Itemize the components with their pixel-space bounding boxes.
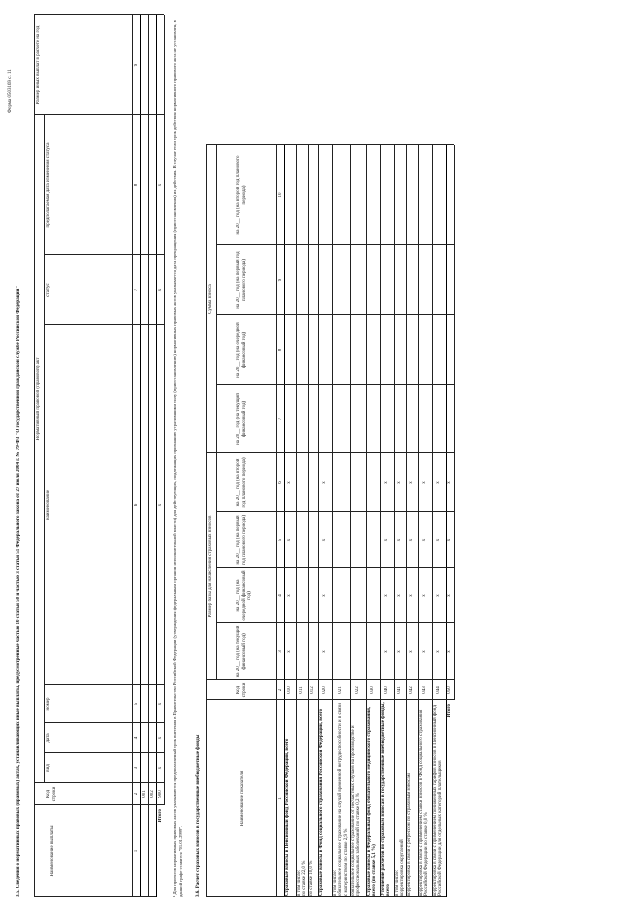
cell	[422, 316, 428, 384]
cell	[299, 513, 305, 567]
row-name: обязательное социальное страхование от несчастных случаев на производстве и профессиональных заболеваний по ставке 0,2 %	[350, 724, 361, 896]
header-name: Наименование показателя	[240, 770, 245, 827]
row-code: 011	[299, 686, 304, 694]
cell: x	[447, 594, 452, 597]
cell: x	[422, 594, 427, 597]
cell	[355, 386, 361, 452]
header-period: на 20__ год (на текущий финансовый год)	[236, 393, 247, 445]
cell	[310, 569, 316, 622]
grid-line	[216, 384, 454, 385]
row-code: 040	[384, 686, 389, 694]
grid-line	[216, 511, 454, 512]
cell: x	[287, 650, 292, 653]
cell: x	[436, 481, 441, 484]
cell: x	[157, 702, 163, 706]
cell	[150, 326, 156, 684]
row-name: корректировка в связи с применением пониженных тарифов взносов в Пенсионный фонд Российской Федерации для отдельных категорий плательщиков	[432, 703, 443, 896]
grid-line	[276, 145, 277, 897]
cell	[150, 116, 156, 254]
row-name: в том числе: корректировка округлений	[394, 839, 405, 896]
grid-line	[206, 145, 207, 897]
cell	[370, 569, 376, 622]
column-number: 3	[133, 766, 139, 770]
grid-line	[44, 684, 164, 685]
row-name: в том числе: по ставке 22,0 %	[296, 860, 307, 896]
cell	[436, 246, 442, 314]
cell	[310, 454, 316, 511]
header-size: Размер иных выплат в расчете на год	[36, 25, 41, 105]
cell	[150, 754, 156, 782]
header-base: Размер базы для начисления страховых взносов	[208, 515, 213, 618]
grid-line	[206, 452, 454, 453]
cell	[322, 316, 328, 384]
row-name: корректировка в связи с применением ставки взносов в Фонд социального страхования Российской Федерации по ставке 0,0 %	[418, 708, 429, 896]
cell	[338, 569, 344, 622]
cell	[310, 146, 316, 244]
column-number: 1	[277, 797, 283, 800]
column-number: 9	[133, 63, 139, 67]
column-number: 6	[133, 503, 139, 507]
cell	[436, 316, 442, 384]
header-period: на 20__ год (на первый год планового периода)	[236, 251, 247, 309]
column-number: 7	[277, 417, 283, 421]
cell	[355, 454, 361, 511]
column-number: 8	[133, 183, 139, 187]
cell	[409, 316, 415, 384]
header-number: номер	[46, 697, 51, 711]
header-period: на 20__ год (на текущий финансовый год)	[236, 625, 247, 678]
total-label: Итого	[447, 704, 452, 718]
cell	[370, 624, 376, 679]
section-3-6-title: 3.6. Расчет страховых взносов в государственные внебюджетные фонды	[196, 734, 201, 897]
grid-line	[140, 15, 141, 897]
grid-line	[284, 145, 285, 897]
cell	[370, 386, 376, 452]
grid-line	[318, 145, 319, 897]
cell	[287, 386, 293, 452]
header-planned: предполагаемая дата изменения статуса	[46, 142, 51, 228]
cell: x	[436, 650, 441, 653]
cell: x	[422, 650, 427, 653]
cell	[370, 454, 376, 511]
cell	[384, 146, 390, 244]
cell	[422, 146, 428, 244]
cell	[370, 316, 376, 384]
grid-line	[34, 782, 164, 783]
header-naimen: наименование	[46, 489, 51, 521]
cell: x	[157, 766, 163, 770]
cell: x	[397, 594, 402, 597]
cell: x	[322, 650, 327, 653]
row-name: в том числе: обязательное социальное страхование на случай временной нетрудоспособности и в связи с материнством по ставке 2,9 %	[332, 703, 349, 896]
cell	[287, 246, 293, 314]
cell: x	[384, 594, 389, 597]
cell	[384, 316, 390, 384]
row-code: 021	[338, 686, 343, 694]
grid-line	[156, 15, 157, 897]
total-code: 900	[157, 790, 163, 798]
row-name: по ставке 10,0 %	[308, 860, 314, 896]
grid-line	[216, 314, 454, 315]
row-name: Страховые взносы в Федеральный фонд обязательного медицинского страхования, всего (по ставке 5,1 %)	[366, 705, 377, 896]
cell	[384, 386, 390, 452]
cell	[397, 386, 403, 452]
cell: x	[157, 288, 163, 292]
cell	[142, 754, 148, 782]
cell	[150, 686, 156, 722]
header-date: дата	[46, 733, 51, 743]
cell	[370, 146, 376, 244]
row-name: Уточнение расчетов по страховым взносам в государственные внебюджетные фонды, всего	[380, 701, 391, 896]
cell: x	[397, 481, 402, 484]
column-number: 4	[133, 736, 139, 740]
cell	[310, 624, 316, 679]
cell	[299, 569, 305, 622]
grid-line	[206, 896, 446, 897]
grid-line	[34, 114, 164, 115]
grid-line	[44, 324, 164, 325]
column-number: 3	[277, 650, 283, 653]
cell	[299, 246, 305, 314]
cell: x	[397, 538, 402, 542]
grid-line	[216, 244, 454, 245]
total-code: 050	[447, 686, 452, 694]
section-3-5-title: 3.5. Сведения о нормативных правовых (правовых) актах, устанавливающих иные выплаты, предусмотренные частью 10 статьи 50 и частью 3 статьи 51 Федерального закона от 27 июля 2004 г. № 79-ФЗ "О государственной гражданской службе Российской Федерации"	[16, 285, 21, 897]
cell	[409, 386, 415, 452]
row-code: 012	[310, 686, 315, 694]
cell	[447, 146, 453, 244]
row-code: 020	[322, 686, 327, 694]
grid-line	[366, 145, 367, 897]
header-vid: вид	[46, 764, 51, 772]
cell: x	[409, 538, 414, 542]
cell	[310, 316, 316, 384]
cell	[338, 316, 344, 384]
cell: x	[384, 481, 389, 484]
cell	[299, 454, 305, 511]
cell: x	[409, 481, 414, 484]
column-number: 2	[133, 792, 139, 796]
cell	[355, 569, 361, 622]
cell: x	[322, 594, 327, 597]
cell	[355, 146, 361, 244]
cell	[322, 386, 328, 452]
cell: x	[447, 481, 452, 484]
cell	[370, 513, 376, 567]
cell	[287, 316, 293, 384]
cell: x	[322, 481, 327, 484]
cell: x	[397, 650, 402, 653]
cell: x	[436, 538, 441, 542]
row-name: Страховые взносы в Пенсионный фонд Российской Федерации, всего	[284, 738, 290, 896]
cell	[422, 386, 428, 452]
cell	[447, 246, 453, 314]
grid-line	[216, 567, 454, 568]
cell	[142, 116, 148, 254]
cell	[322, 246, 328, 314]
form-id: Форма 0503169 с. 11	[8, 69, 13, 113]
cell	[436, 146, 442, 244]
cell: x	[157, 503, 163, 507]
row-code: 010	[287, 686, 292, 694]
cell: x	[157, 736, 163, 740]
header-act: Нормативный правовой (правовой) акт	[36, 357, 41, 441]
row-code: 043	[422, 686, 427, 694]
grid-line	[432, 145, 433, 897]
cell	[299, 386, 305, 452]
cell	[409, 146, 415, 244]
cell	[447, 386, 453, 452]
grid-line	[44, 115, 45, 783]
cell: x	[447, 650, 452, 653]
cell: x	[322, 538, 327, 542]
cell	[422, 246, 428, 314]
grid-line	[164, 15, 165, 805]
column-number: 4	[277, 594, 283, 597]
cell	[142, 686, 148, 722]
cell	[310, 513, 316, 567]
row-code: 001	[141, 790, 147, 798]
row-code: 044	[436, 686, 441, 694]
cell	[409, 246, 415, 314]
header-period: на 20__ год (на очередной финансовый год)	[236, 322, 247, 378]
grid-line	[446, 145, 447, 897]
grid-line	[34, 896, 156, 897]
grid-line	[296, 145, 297, 897]
column-number: 6	[277, 481, 283, 484]
cell	[150, 724, 156, 752]
grid-line	[418, 145, 419, 897]
grid-line	[132, 15, 133, 897]
header-period: на 20__ год (на второй год планового периода)	[236, 155, 247, 235]
grid-line	[454, 145, 455, 700]
cell	[158, 16, 164, 114]
cell	[436, 386, 442, 452]
row-name: корректировка в связи с регрессом по страховым взносам	[406, 773, 412, 896]
row-name: Страховые взносы в Фонд социального страхования Российской Федерации, всего	[318, 708, 324, 896]
cell	[299, 146, 305, 244]
column-number: 5	[133, 702, 139, 706]
grid-line	[34, 14, 164, 15]
cell	[338, 386, 344, 452]
cell	[150, 256, 156, 324]
header-code: Код строки	[46, 786, 57, 802]
footnote: ¹ Для проектов нормативных правовых актов указываются предполагаемый срок внесения в Правительство Российской Федерации (утверждения федеральным органом исполнительной власти) для действующих, подлежащих признанию утратившими силу (приостановлению) нормативных правовых актов указывается дата прекращения (приостановления) их действия. В случае если срок действия нормативного правового акта не установлен, в данной графе ставится "01.01.2999".	[172, 20, 183, 897]
cell	[397, 146, 403, 244]
cell: x	[447, 538, 452, 542]
row-code: 030	[370, 686, 375, 694]
grid-line	[44, 752, 164, 753]
grid-line	[206, 144, 454, 145]
cell	[142, 724, 148, 752]
cell	[310, 246, 316, 314]
grid-line	[206, 699, 454, 700]
cell: x	[384, 538, 389, 542]
column-number: 5	[277, 538, 283, 542]
cell	[338, 246, 344, 314]
cell: x	[422, 538, 427, 542]
grid-line	[34, 804, 164, 805]
grid-line	[394, 145, 395, 897]
grid-line	[34, 15, 35, 897]
grid-line	[308, 145, 309, 897]
grid-line	[216, 622, 454, 623]
cell: x	[409, 650, 414, 653]
cell: x	[287, 594, 292, 597]
cell: x	[409, 594, 414, 597]
total-label: Итого	[157, 809, 163, 823]
row-code: 022	[355, 686, 360, 694]
grid-line	[332, 145, 333, 897]
column-number: 10	[277, 192, 283, 198]
cell	[384, 246, 390, 314]
cell	[338, 624, 344, 679]
cell: x	[157, 183, 163, 187]
grid-line	[406, 145, 407, 897]
cell	[310, 386, 316, 452]
cell	[338, 454, 344, 511]
column-number: 8	[277, 348, 283, 352]
header-period: на 20__ год (на очередной финансовый год)	[236, 570, 252, 621]
cell	[355, 513, 361, 567]
column-number: 7	[133, 288, 139, 292]
column-number: 9	[277, 278, 283, 282]
cell: x	[422, 481, 427, 484]
cell	[355, 316, 361, 384]
cell	[287, 146, 293, 244]
cell	[142, 256, 148, 324]
header-status: статус	[46, 283, 51, 297]
grid-line	[380, 145, 381, 897]
cell	[355, 246, 361, 314]
cell	[322, 146, 328, 244]
grid-line	[148, 15, 149, 897]
cell	[142, 16, 148, 114]
cell: x	[436, 594, 441, 597]
grid-line	[350, 145, 351, 897]
cell	[447, 316, 453, 384]
grid-line	[44, 722, 164, 723]
row-code: 042	[409, 686, 414, 694]
column-number: 2	[277, 688, 283, 692]
grid-line	[206, 679, 454, 680]
cell	[370, 246, 376, 314]
cell	[299, 624, 305, 679]
grid-line	[44, 254, 164, 255]
header-sum: Сумма взноса	[208, 284, 213, 314]
cell: x	[287, 481, 292, 484]
header-name: Наименование выплаты	[50, 825, 55, 877]
header-code: Код строки	[236, 682, 247, 698]
cell	[397, 316, 403, 384]
cell	[355, 624, 361, 679]
header-period: на 20__ год (на первый год планового периода)	[236, 515, 247, 565]
column-number: 1	[133, 849, 139, 853]
cell	[338, 146, 344, 244]
cell	[338, 513, 344, 567]
grid-line	[216, 145, 217, 680]
row-code: 041	[397, 686, 402, 694]
row-code: 002	[149, 790, 155, 798]
cell: x	[384, 650, 389, 653]
header-period: на 20__ год (на второй год планового периода)	[236, 457, 247, 508]
cell: x	[287, 538, 292, 542]
cell	[299, 316, 305, 384]
cell	[150, 16, 156, 114]
cell	[142, 326, 148, 684]
cell	[397, 246, 403, 314]
